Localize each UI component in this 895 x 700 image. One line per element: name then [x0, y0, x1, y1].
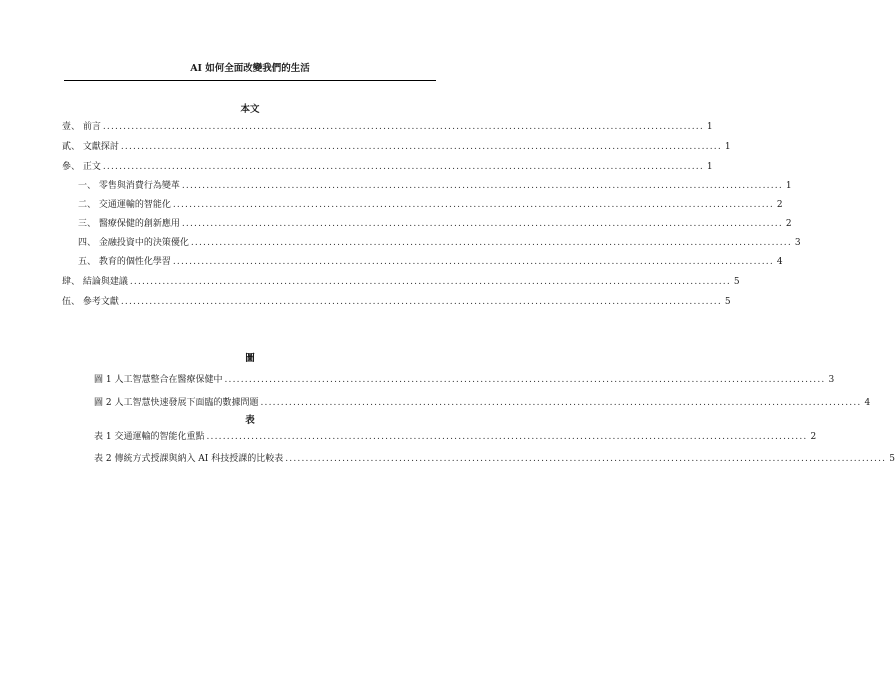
toc-entry-label: 肆、 結論與建議 — [62, 277, 128, 287]
dot-leader: .................................................................................................................................................... — [172, 257, 774, 267]
toc-entry-label: 三、 醫療保健的創新應用 — [78, 219, 180, 229]
toc-entry-page: 5 — [724, 297, 731, 307]
dot-leader: .................................................................................................................................................... — [260, 398, 862, 408]
document-title: AI 如何全面改變我們的生活 — [190, 63, 310, 74]
toc-entry-page: 4 — [864, 398, 871, 408]
figure-toc-entry[interactable] — [94, 374, 835, 386]
toc-entry-page: 2 — [776, 200, 783, 210]
dot-leader: .................................................................................................................................................... — [129, 277, 731, 287]
toc-entry-label: 參、 正文 — [62, 162, 101, 172]
toc-entry-page: 4 — [776, 257, 783, 267]
toc-entry-label: 表 1 交通運輸的智能化重點 — [94, 432, 205, 442]
dot-leader: .................................................................................................................................................... — [224, 375, 826, 385]
toc-entry-label: 圖 1 人工智慧整合在醫療保健中 — [94, 375, 223, 385]
toc-entry-label: 圖 2 人工智慧快速發展下面臨的數據問題 — [94, 398, 259, 408]
dot-leader: .................................................................................................................................................... — [190, 238, 792, 248]
toc-entry-page: 5 — [733, 277, 740, 287]
toc-entry[interactable] — [78, 199, 783, 211]
toc-entry-page: 1 — [706, 122, 713, 132]
table-toc-entry[interactable] — [94, 431, 817, 443]
main-toc-heading: 本文 — [240, 104, 260, 115]
toc-entry-page: 2 — [785, 219, 792, 229]
dot-leader: .................................................................................................................................................... — [120, 142, 722, 152]
toc-entry-label: 一、 零售與消費行為變革 — [78, 181, 180, 191]
toc-entry[interactable] — [78, 256, 783, 268]
toc-entry-label: 表 2 傳統方式授課與納入 AI 科技授課的比較表 — [94, 454, 284, 464]
toc-entry-label: 伍、 參考文獻 — [62, 297, 119, 307]
table-toc-entry[interactable] — [94, 453, 895, 465]
toc-entry-page: 1 — [706, 162, 713, 172]
dot-leader: .................................................................................................................................................... — [102, 122, 704, 132]
toc-entry[interactable] — [62, 121, 713, 133]
dot-leader: .................................................................................................................................................... — [120, 297, 722, 307]
toc-entry-page: 2 — [810, 432, 817, 442]
dot-leader: .................................................................................................................................................... — [181, 181, 783, 191]
toc-entry-label: 二、 交通運輸的智能化 — [78, 200, 171, 210]
toc-entry-label: 五、 教育的個性化學習 — [78, 257, 171, 267]
toc-entry-label: 壹、 前言 — [62, 122, 101, 132]
toc-entry[interactable] — [78, 237, 801, 249]
toc-entry-label: 四、 金融投資中的決策優化 — [78, 238, 189, 248]
dot-leader: .................................................................................................................................................... — [102, 162, 704, 172]
toc-entry-page: 5 — [889, 454, 895, 464]
toc-entry-label: 貳、 文獻探討 — [62, 142, 119, 152]
figure-toc-entry[interactable] — [94, 397, 871, 409]
toc-entry[interactable] — [62, 141, 731, 153]
toc-entry-page: 1 — [724, 142, 731, 152]
toc-entry[interactable] — [62, 276, 740, 288]
figures-toc-heading: 圖 — [245, 353, 255, 364]
toc-entry-page: 3 — [828, 375, 835, 385]
dot-leader: .................................................................................................................................................... — [206, 432, 808, 442]
toc-entry[interactable] — [62, 296, 731, 308]
dot-leader: .................................................................................................................................................... — [181, 219, 783, 229]
toc-entry[interactable] — [62, 161, 713, 173]
toc-entry[interactable] — [78, 180, 792, 192]
dot-leader: .................................................................................................................................................... — [172, 200, 774, 210]
toc-entry-page: 1 — [785, 181, 792, 191]
header-rule — [64, 80, 436, 81]
toc-entry[interactable] — [78, 218, 792, 230]
toc-entry-page: 3 — [794, 238, 801, 248]
dot-leader: .................................................................................................................................................... — [285, 454, 887, 464]
tables-toc-heading: 表 — [245, 415, 255, 426]
